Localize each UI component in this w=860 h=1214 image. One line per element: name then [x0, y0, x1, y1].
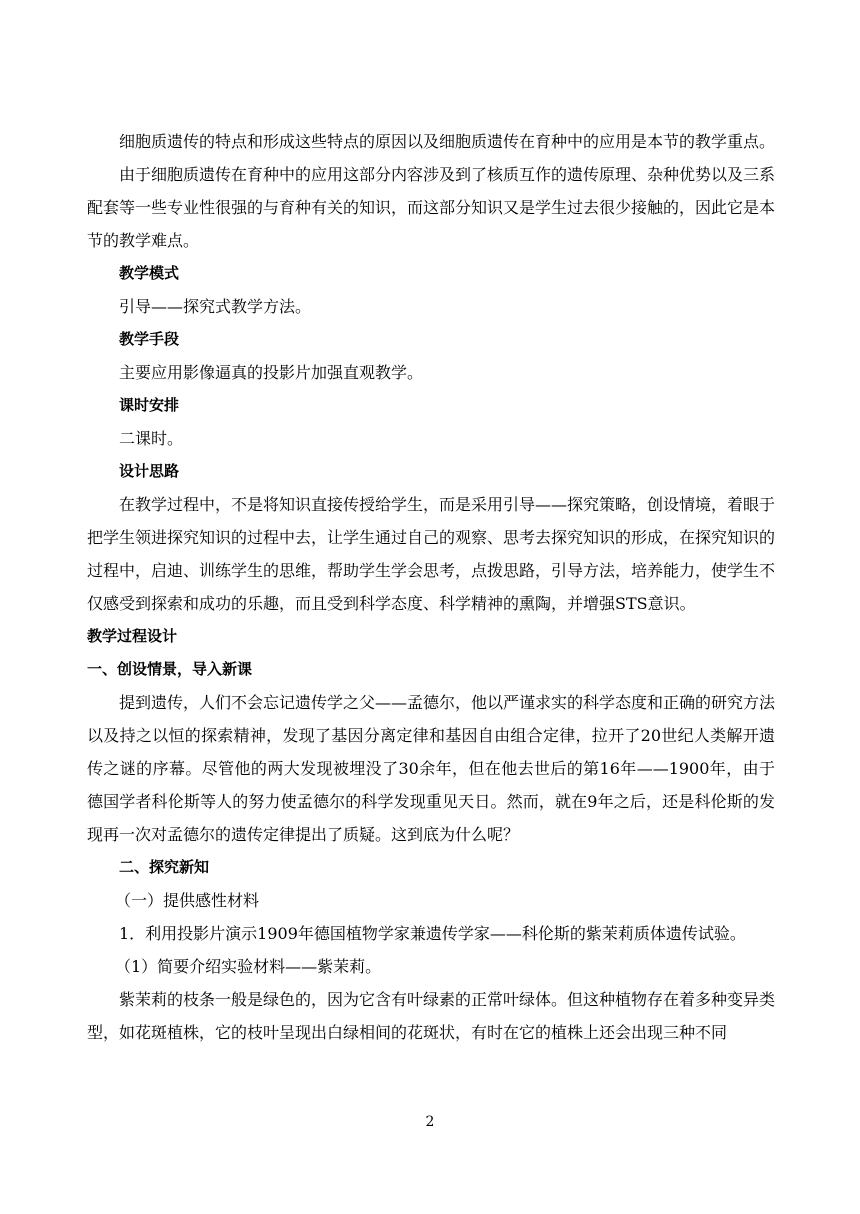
paragraph-teaching-focus: 细胞质遗传的特点和形成这些特点的原因以及细胞质遗传在育种中的应用是本节的教学重点。: [119, 132, 776, 151]
paragraph-class-hours: 二课时。: [119, 429, 184, 448]
heading-design-idea: 设计思路: [119, 462, 180, 480]
paragraph-item-one: 1．利用投影片演示1909年德国植物学家兼遗传学家——科伦斯的紫茉莉质体遗传试验。: [119, 924, 746, 943]
heading-teaching-mode: 教学模式: [119, 264, 180, 282]
heading-teaching-means: 教学手段: [119, 330, 180, 348]
heading-section-one: 一、创设情景，导入新课: [87, 660, 253, 678]
paragraph-introduction: 提到遗传，人们不会忘记遗传学之父——孟德尔，他以严谨求实的科学态度和正确的研究方法以及持之以恒的探索精神，发现了基因分离定律和基因自由组合定律，拉开了20世纪人类解开遗传之谜的序幕。尽管他的两大发现被埋没了30余年，但在他去世后的第16年——1900年，由于德国学者科伦斯等人的努力使孟德尔的科学发现重见天日。然而，就在9年之后，还是科伦斯的发现再一次对孟德尔的遗传定律提出了质疑。这到底为什么呢？: [87, 693, 776, 844]
paragraph-design-idea: 在教学过程中，不是将知识直接传授给学生，而是采用引导——探究策略，创设情境，着眼于把学生领进探究知识的过程中去，让学生通过自己的观察、思考去探究知识的形成，在探究知识的过程中，启迪、训练学生的思维，帮助学生学会思考，点拨思路，引导方法，培养能力，使学生不仅感受到探索和成功的乐趣，而且受到科学态度、科学精神的熏陶，并增强STS意识。: [87, 495, 776, 613]
paragraph-teaching-means: 主要应用影像逼真的投影片加强直观教学。: [119, 363, 424, 382]
heading-section-two: 二、探究新知: [119, 858, 210, 876]
paragraph-teaching-difficulty: 由于细胞质遗传在育种中的应用这部分内容涉及到了核质互作的遗传原理、杂种优势以及三系配套等一些专业性很强的与育种有关的知识，而这部分知识又是学生过去很少接触的，因此它是本节的教学难点。: [87, 165, 776, 250]
document-body: [87, 125, 775, 1049]
heading-teaching-process: 教学过程设计: [87, 627, 178, 645]
paragraph-subsection-one: （一）提供感性材料: [115, 891, 260, 910]
page-number: 2: [425, 1114, 435, 1130]
paragraph-teaching-mode: 引导——探究式教学方法。: [119, 297, 312, 316]
heading-class-hours: 课时安排: [119, 396, 180, 414]
paragraph-item-one-sub: （1）简要介绍实验材料——紫茉莉。: [115, 957, 382, 976]
paragraph-mirabilis-description: 紫茉莉的枝条一般是绿色的，因为它含有叶绿素的正常叶绿体。但这种植物存在着多种变异类型，如花斑植株，它的枝叶呈现出白绿相间的花斑状，有时在它的植株上还会出现三种不同: [87, 990, 776, 1042]
